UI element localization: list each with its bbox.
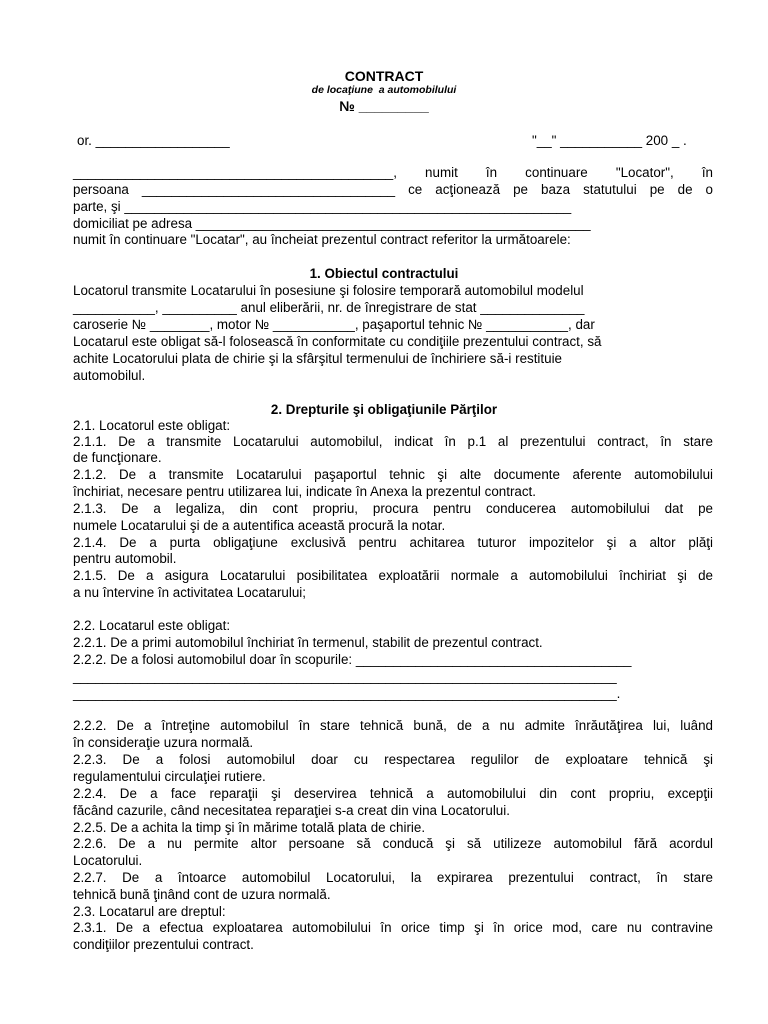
section-2-line: 2.1. Locatorul este obligat:	[73, 418, 231, 433]
section-2-line: 2.2.3. De a folosi automobilul doar cu respectarea regulilor de exploatare tehnică şi	[73, 752, 713, 767]
section-2-line: a nu întervine în activitatea Locatarului;	[73, 585, 306, 600]
section-2-line: Locatorului.	[73, 853, 143, 868]
section-2-line: 2.3.1. De a efectua exploatarea automobilului în orice timp şi în orice mod, care nu contravine	[73, 920, 713, 935]
section-1-line: Locatorul transmite Locatarului în posesiune şi folosire temporară automobilul modelul	[73, 283, 584, 298]
section-2-line: tehnică bună ţinând cont de uzura normală.	[73, 887, 331, 902]
section-2-line: 2.2.6. De a nu permite altor persoane să conducă şi să utilizeze automobilul fără acordul	[73, 836, 713, 851]
section-1-line: achite Locatorului plata de chirie şi la sfârşitul termenului de închiriere să-i restituie	[73, 351, 562, 366]
section-2-line: numele Locatarului şi de a autentifica această procură la notar.	[73, 518, 446, 533]
section-2-line: 2.1.4. De a purta obligaţiune exclusivă pentru achitarea tuturor impozitelor şi a altor plăţi	[73, 535, 713, 550]
section-2-line: 2.1.2. De a transmite Locatarului paşaportul tehnic şi alte documente aferente automobilului	[73, 467, 713, 482]
section-1-line: automobilul.	[73, 368, 146, 383]
section-2-line: _________________________________________________________________________.	[73, 686, 621, 701]
parties-line: ___________________________________________, numit în continuare "Locator", în	[73, 165, 713, 180]
section-1-line: caroserie № ________, motor № ___________, paşaportul tehnic № ___________, dar	[73, 317, 595, 332]
section-2-line: 2.2.1. De a primi automobilul închiriat în termenul, stabilit de prezentul contract.	[73, 635, 543, 650]
section-2-line: de funcţionare.	[73, 450, 162, 465]
section-2-line: 2.3. Locatarul are dreptul:	[73, 904, 226, 919]
section-2-line: 2.2.7. De a întoarce automobilul Locatorului, la expirarea prezentului contract, în stare	[73, 870, 713, 885]
section-1-line: ___________, __________ anul eliberării, nr. de înregistrare de stat ______________	[73, 300, 585, 315]
section-2-line: 2.2.5. De a achita la timp şi în mărime totală plata de chirie.	[73, 820, 426, 835]
date-field: "__" ___________ 200 _ .	[532, 133, 687, 148]
section-2-line: închiriat, necesare pentru utilizarea lui, indicate în Anexa la prezentul contract.	[73, 484, 536, 499]
section-2-line: condiţiilor prezentului contract.	[73, 937, 254, 952]
section-2-line: 2.1.5. De a asigura Locatarului posibilitatea exploatării normale a automobilului închiriat şi de	[73, 568, 713, 583]
parties-line: domiciliat pe adresa _____________________________________________________	[73, 216, 591, 231]
section-2-line: pentru automobil.	[73, 551, 177, 566]
section-2-line: 2.1.1. De a transmite Locatarului automobilul, indicat în p.1 al prezentului contract, în stare	[73, 434, 713, 449]
section-2-line: 2.2.2. De a întreţine automobilul în stare tehnică bună, de a nu admite înrăutăţirea lui, luând	[73, 718, 713, 733]
parties-line: parte, şi ____________________________________________________________	[73, 199, 572, 214]
city-field: or. __________________	[77, 133, 230, 148]
section-2-line: 2.2.2. De a folosi automobilul doar în scopurile: _____________________________________	[73, 652, 632, 667]
section-1-heading: 1. Obiectul contractului	[309, 266, 459, 281]
parties-line: numit în continuare "Locatar", au încheiat prezentul contract referitor la următoarele:	[73, 232, 571, 247]
section-2-heading: 2. Drepturile şi obligaţiunile Părţilor	[270, 402, 498, 417]
contract-number: № _________	[339, 98, 429, 114]
section-2-line: făcând cazurile, când necesitatea reparaţiei s-a creat din vina Locatorului.	[73, 803, 510, 818]
section-2-line: în consideraţie uzura normală.	[73, 735, 254, 750]
document-title: CONTRACT	[344, 68, 424, 84]
section-2-line: 2.2.4. De a face reparaţii şi deservirea tehnică a automobilului din cont propriu, excepţii	[73, 786, 713, 801]
section-2-line: 2.1.3. De a legaliza, din cont propriu, procura pentru conducerea automobilului dat pe	[73, 501, 713, 516]
parties-line: persoana __________________________________ ce acţionează pe baza statutului pe de o	[73, 182, 713, 197]
section-1-line: Locatarul este obligat să-l folosească în conformitate cu condiţiile prezentului contract, să	[73, 334, 602, 349]
section-2-line: 2.2. Locatarul este obligat:	[73, 618, 231, 633]
document-subtitle: de locaţiune a automobilului	[311, 84, 457, 96]
section-2-line: regulamentului circulaţiei rutiere.	[73, 769, 266, 784]
section-2-line: _________________________________________________________________________	[73, 669, 617, 684]
